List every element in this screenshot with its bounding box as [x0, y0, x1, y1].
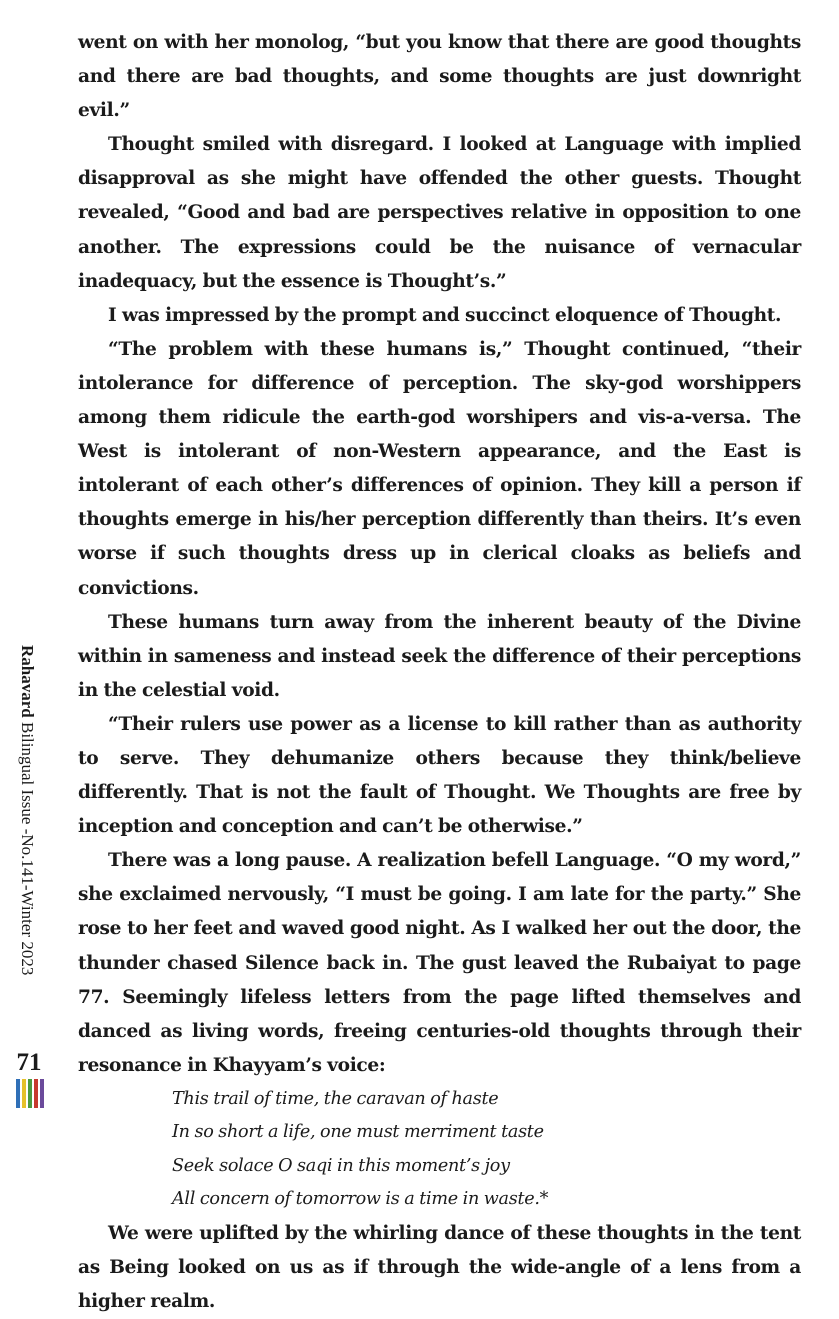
- verse-line: This trail of time, the caravan of haste: [172, 1088, 499, 1109]
- issue-info: Bilingual Issue -No.141-Winter 2023: [18, 717, 37, 976]
- paragraph-closing: We were uplifted by the whirling dance of these thoughts in the tent as Being looked on us as if through the wide-angle of a lens from a higher realm.: [78, 1222, 801, 1313]
- magazine-name: Rahavard: [18, 645, 37, 718]
- color-bar: [28, 1079, 32, 1108]
- paragraph-monolog: went on with her monolog, “but you know that there are good thoughts and there are bad thoughts, and some thoughts are just downright evil.”: [78, 32, 801, 122]
- verse-line: All concern of tomorrow is a time in waste.*: [172, 1189, 549, 1210]
- verse-line: Seek solace O saqi in this moment’s joy: [172, 1155, 510, 1176]
- paragraph-impressed: I was impressed by the prompt and succinct eloquence of Thought.: [108, 304, 782, 326]
- rubaiyat-verse: [78, 1083, 801, 1217]
- paragraph-rulers: “Their rulers use power as a license to kill rather than as authority to serve. They dehumanize others because they think/believe differently. That is not the fault of Thought. We Thoughts are free by inception and conception and can’t be otherwise.”: [78, 713, 801, 838]
- page-number: 71: [16, 1049, 42, 1076]
- color-bar: [34, 1079, 38, 1108]
- color-bar: [40, 1079, 44, 1108]
- verse-line: In so short a life, one must merriment taste: [172, 1122, 544, 1143]
- paragraph-long-pause: There was a long pause. A realization befell Language. “O my word,” she exclaimed nervously, “I must be going. I am late for the party.” She rose to her feet and waved good night. As I walked her out the door, the thunder chased Silence back in. The gust leaved the Rubaiyat to page 77. Seemingly lifeless letters from the page lifted themselves and danced as living words, freeing centuries-old thoughts through their resonance in Khayyam’s voice:: [78, 850, 801, 1076]
- color-bar: [16, 1079, 20, 1108]
- paragraph-problem-humans: “The problem with these humans is,” Thought continued, “their intolerance for difference of perception. The sky-god worshippers among them ridicule the earth-god worshipers and vis-a-versa. The West is intolerant of non-Western appearance, and the East is intolerant of each other’s differences of opinion. They kill a person if thoughts emerge in his/her perception differently than theirs. It’s even worse if such thoughts dress up in clerical cloaks as beliefs and convictions.: [78, 338, 801, 599]
- color-bar: [22, 1079, 26, 1108]
- article-body: [78, 26, 801, 1319]
- paragraph-inherent-beauty: These humans turn away from the inherent beauty of the Divine within in sameness and instead seek the difference of their perceptions in the celestial void.: [78, 611, 801, 701]
- paragraph-thought-smiled: Thought smiled with disregard. I looked at Language with implied disapproval as she might have offended the other guests. Thought revealed, “Good and bad are perspectives relative in opposition to one another. The expressions could be the nuisance of vernacular inadequacy, but the essence is Thought’s.”: [78, 134, 801, 292]
- color-bars-decoration: [16, 1079, 44, 1108]
- issue-side-label: [16, 645, 38, 1040]
